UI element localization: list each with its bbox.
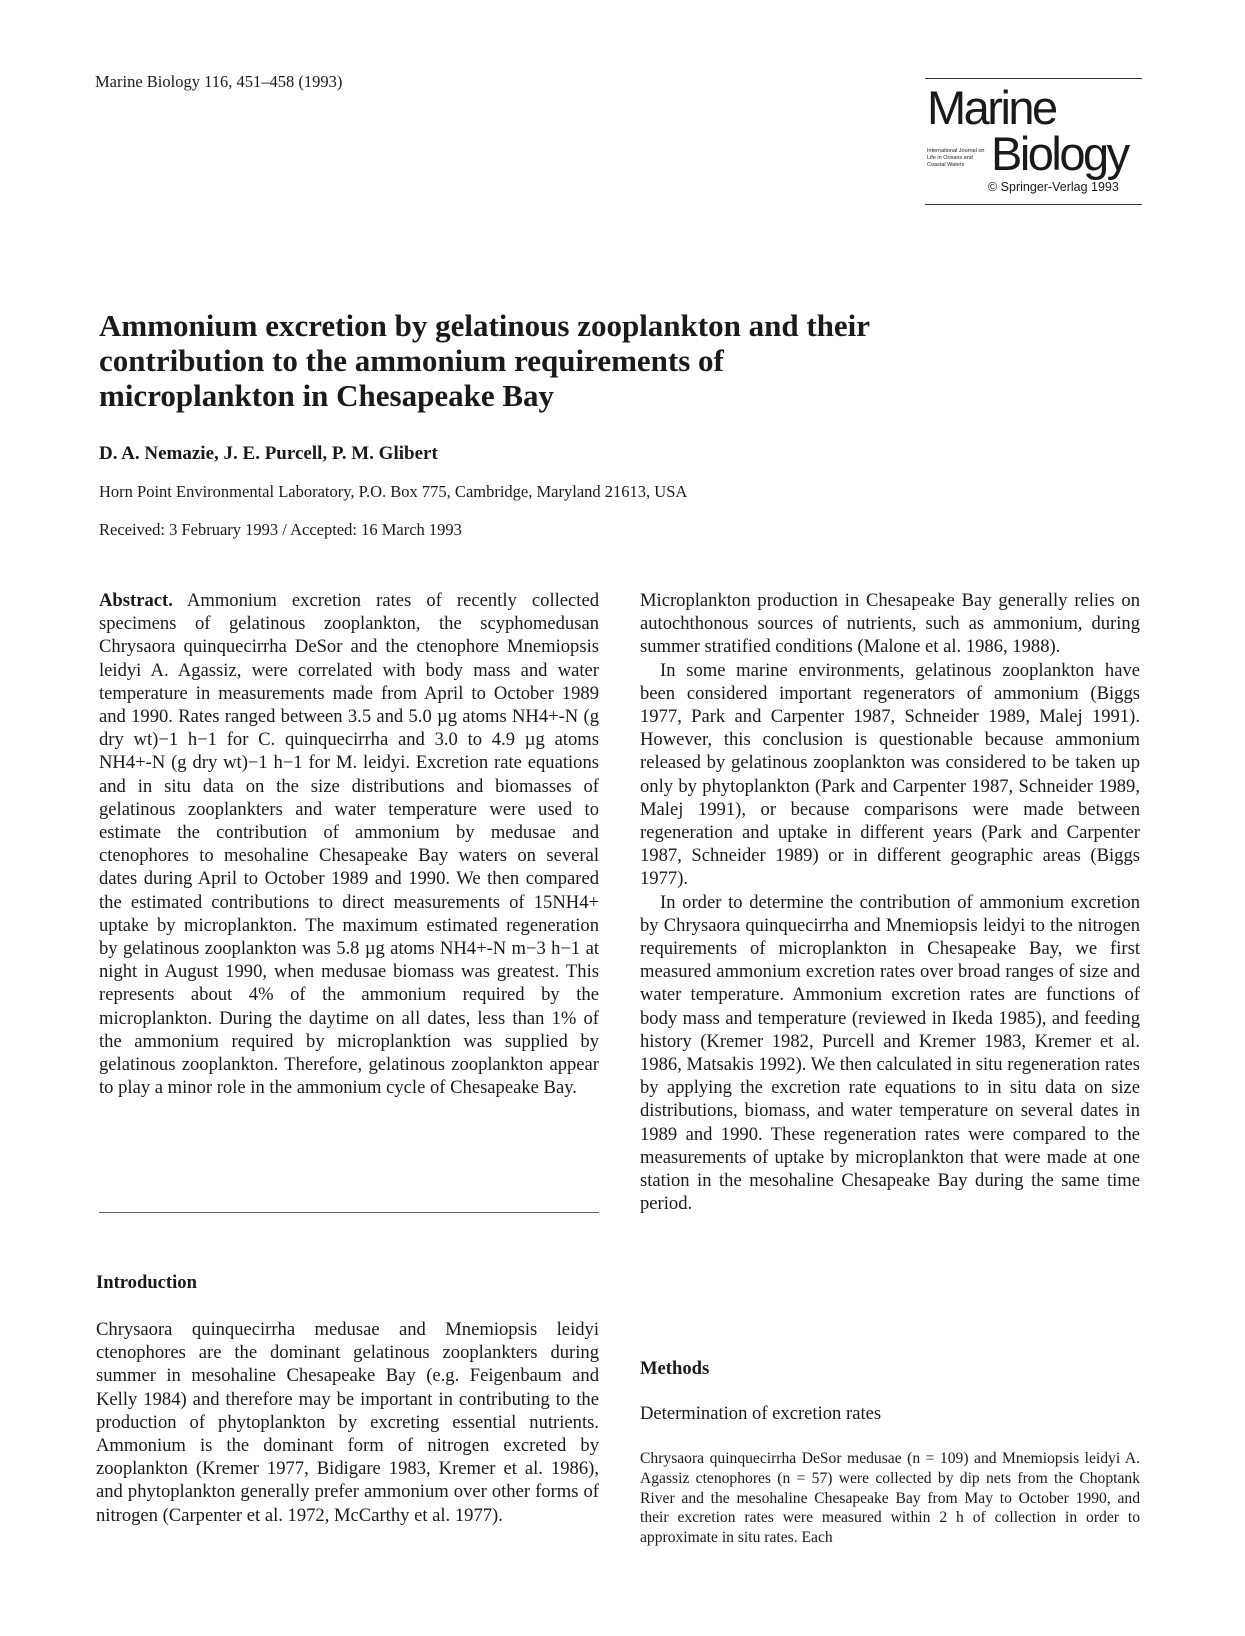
intro-paragraph-3: In order to determine the contribution of ammonium excretion by Chrysaora quinquecirrha and Mnemiopsis leidyi to the nitrogen requirements of microplankton in Chesapeake Bay, we first measured ammonium excretion rates over broad ranges of size and water temperature. Ammonium excretion rates are functions of body mass and temperature (reviewed in Ikeda 1985), and feeding history (Kremer 1982, Purcell and Kremer 1983, Kremer et al. 1986, Matsakis 1992). We then calculated in situ regeneration rates by applying the excretion rate equations to in situ data on size distributions, biomass, and water temperature on several dates in 1989 and 1990. These regeneration rates were compared to the measurements of uptake by microplankton that were made at one station in the mesohaline Chesapeake Bay during the same time period. (640, 891, 1140, 1215)
methods-subheading: Determination of excretion rates (640, 1403, 882, 1424)
methods-heading: Methods (640, 1358, 710, 1379)
logo-top-rule (925, 78, 1142, 79)
abstract-label: Abstract. (99, 590, 173, 611)
methods-paragraph: Chrysaora quinquecirrha DeSor medusae (n = 109) and Mnemiopsis leidyi A. Agassiz ctenophores (n = 57) were collected by dip nets from the Choptank River and the mesohaline Chesapeake Bay from May to October 1990, and their excretion rates were measured within 2 h of collection in order to approximate in situ rates. Each (640, 1450, 1140, 1547)
introduction-text (96, 1318, 599, 1527)
article-title: Ammonium excretion by gelatinous zooplankton and their contribution to the ammonium requirements of microplankton in Chesapeake Bay (99, 308, 870, 413)
journal-logo (925, 78, 1142, 205)
journal-reference: Marine Biology 116, 451–458 (1993) (95, 72, 343, 91)
introduction-paragraph: Chrysaora quinquecirrha medusae and Mnemiopsis leidyi ctenophores are the dominant gelatinous zooplankters during summer in mesohaline Chesapeake Bay (e.g. Feigenbaum and Kelly 1984) and therefore may be important in contributing to the production of phytoplankton by excreting essential nutrients. Ammonium is the dominant form of nitrogen excreted by zooplankton (Kremer 1977, Bidigare 1983, Kremer et al. 1986), and phytoplankton generally prefer ammonium over other forms of nitrogen (Carpenter et al. 1972, McCarthy et al. 1977). (96, 1319, 599, 1526)
copyright-notice: © Springer-Verlag 1993 (988, 180, 1119, 194)
author-affiliation: Horn Point Environmental Laboratory, P.O. Box 775, Cambridge, Maryland 21613, USA (99, 482, 688, 501)
abstract-divider (99, 1212, 599, 1213)
article-authors: D. A. Nemazie, J. E. Purcell, P. M. Glibert (99, 443, 438, 464)
intro-paragraph-2: In some marine environments, gelatinous zooplankton have been considered important regenerators of ammonium (Biggs 1977, Park and Carpenter 1987, Schneider 1989, Malej 1991). However, this conclusion is questionable because ammonium released by gelatinous zooplankton was considered to be taken up only by phytoplankton (Park and Carpenter 1987, Schneider 1989, Malej 1991), or because comparisons were made between regeneration and uptake in different years (Park and Carpenter 1987, Schneider 1989) or in different geographic areas (Biggs 1977). (640, 659, 1140, 890)
logo-word-marine: Marine (927, 81, 1056, 134)
methods-text (640, 1449, 1140, 1548)
received-dates: Received: 3 February 1993 / Accepted: 16 March 1993 (99, 520, 462, 539)
intro-paragraph-1: Microplankton production in Chesapeake Bay generally relies on autochthonous sources of nutrients, such as ammonium, during summer stratified conditions (Malone et al. 1986, 1988). (640, 590, 1140, 658)
logo-bottom-rule (925, 204, 1142, 205)
introduction-heading: Introduction (96, 1272, 197, 1293)
logo-tagline: International Journal on Life in Oceans and Coastal Waters (927, 148, 985, 168)
logo-word-biology: Biology (991, 127, 1128, 180)
abstract-text: Ammonium excretion rates of recently collected specimens of gelatinous zooplankton, the scyphomedusan Chrysaora quinquecirrha DeSor and the ctenophore Mnemiopsis leidyi A. Agassiz, were correlated with body mass and water temperature in measurements made from April to October 1989 and 1990. Rates ranged between 3.5 and 5.0 µg atoms NH4+-N (g dry wt)−1 h−1 for C. quinquecirrha and 3.0 to 4.9 µg atoms NH4+-N (g dry wt)−1 h−1 for M. leidyi. Excretion rate equations and in situ data on the size distributions and biomasses of gelatinous zooplankters and water temperature were used to estimate the contribution of ammonium by medusae and ctenophores to mesohaline Chesapeake Bay waters on several dates during April to October 1989 and 1990. We then compared the estimated contributions to direct measurements of 15NH4+ uptake by microplankton. The maximum estimated regeneration by gelatinous zooplankton was 5.8 µg atoms NH4+-N m−3 h−1 at night in August 1990, when medusae biomass was greatest. This represents about 4% of the ammonium required by the microplankton. During the daytime on all dates, less than 1% of the ammonium required by microplanktion was supplied by gelatinous zooplankton. Therefore, gelatinous zooplankton appear to play a minor role in the ammonium cycle of Chesapeake Bay. (99, 590, 600, 1099)
abstract (99, 589, 599, 1099)
right-column-text (640, 589, 1140, 1215)
